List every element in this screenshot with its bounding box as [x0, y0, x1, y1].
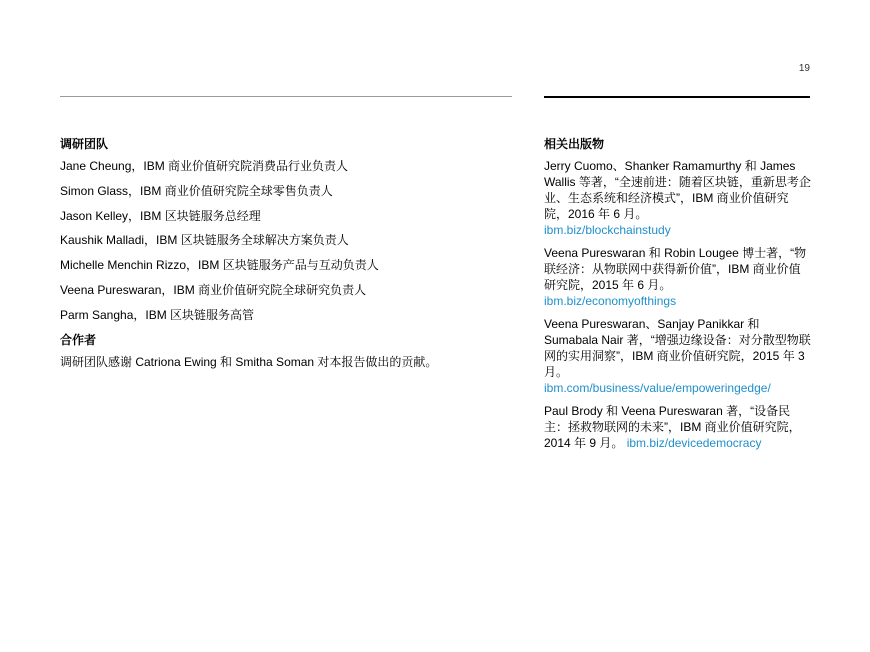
publication-item — [544, 245, 812, 309]
publication-link[interactable]: ibm.com/business/value/empoweringedge/ — [544, 381, 771, 395]
partners-text: 调研团队感谢 Catriona Ewing 和 Smitha Soman 对本报告做出的贡献。 — [60, 354, 438, 369]
left-column — [60, 136, 510, 370]
right-column — [544, 136, 812, 458]
publication-text: Paul Brody 和 Veena Pureswaran 著，“设备民主：拯救物联网的未来”，IBM 商业价值研究院，2014 年 9 月。 — [544, 404, 801, 450]
publication-text: Veena Pureswaran、Sanjay Panikkar 和 Sumabala Nair 著，“增强边缘设备：对分散型物联网的实用洞察”，IBM 商业价值研究院，2015 年 3 月。 — [544, 317, 811, 379]
team-member: Simon Glass，IBM 商业价值研究院全球零售负责人 — [60, 183, 333, 198]
team-member: Jane Cheung，IBM 商业价值研究院消费品行业负责人 — [60, 159, 349, 173]
publication-link[interactable]: ibm.biz/blockchainstudy — [544, 223, 671, 237]
team-member: Veena Pureswaran，IBM 商业价值研究院全球研究负责人 — [60, 282, 367, 297]
publication-item — [544, 158, 812, 238]
publication-link[interactable]: ibm.biz/economyofthings — [544, 294, 677, 308]
page-number: 19 — [798, 63, 810, 74]
team-member: Michelle Menchin Rizzo，IBM 区块链服务产品与互动负责人 — [60, 258, 379, 273]
publication-link[interactable]: ibm.biz/devicedemocracy — [626, 436, 762, 450]
team-heading: 调研团队 — [60, 137, 109, 151]
team-list — [60, 158, 510, 323]
publication-item — [544, 403, 812, 451]
publication-text: Jerry Cuomo、Shanker Ramamurthy 和 James Wallis 等著，“全速前进：随着区块链，重新思考企业、生态系统和经济模式”，IBM 商业价值研究院，2016 年 6 月。 — [544, 159, 811, 221]
team-member: Kaushik Malladi，IBM 区块链服务全球解决方案负责人 — [60, 233, 349, 248]
left-divider — [60, 96, 512, 97]
publication-text: Veena Pureswaran 和 Robin Lougee 博士著，“物联经济：从物联网中获得新价值”，IBM 商业价值研究院，2015 年 6 月。 — [544, 246, 807, 292]
team-member: Jason Kelley，IBM 区块链服务总经理 — [60, 208, 261, 223]
publications-heading: 相关出版物 — [544, 137, 605, 151]
publication-item — [544, 316, 812, 396]
partners-heading: 合作者 — [60, 332, 97, 347]
team-member: Parm Sangha，IBM 区块链服务高管 — [60, 307, 255, 322]
right-divider — [544, 96, 810, 98]
